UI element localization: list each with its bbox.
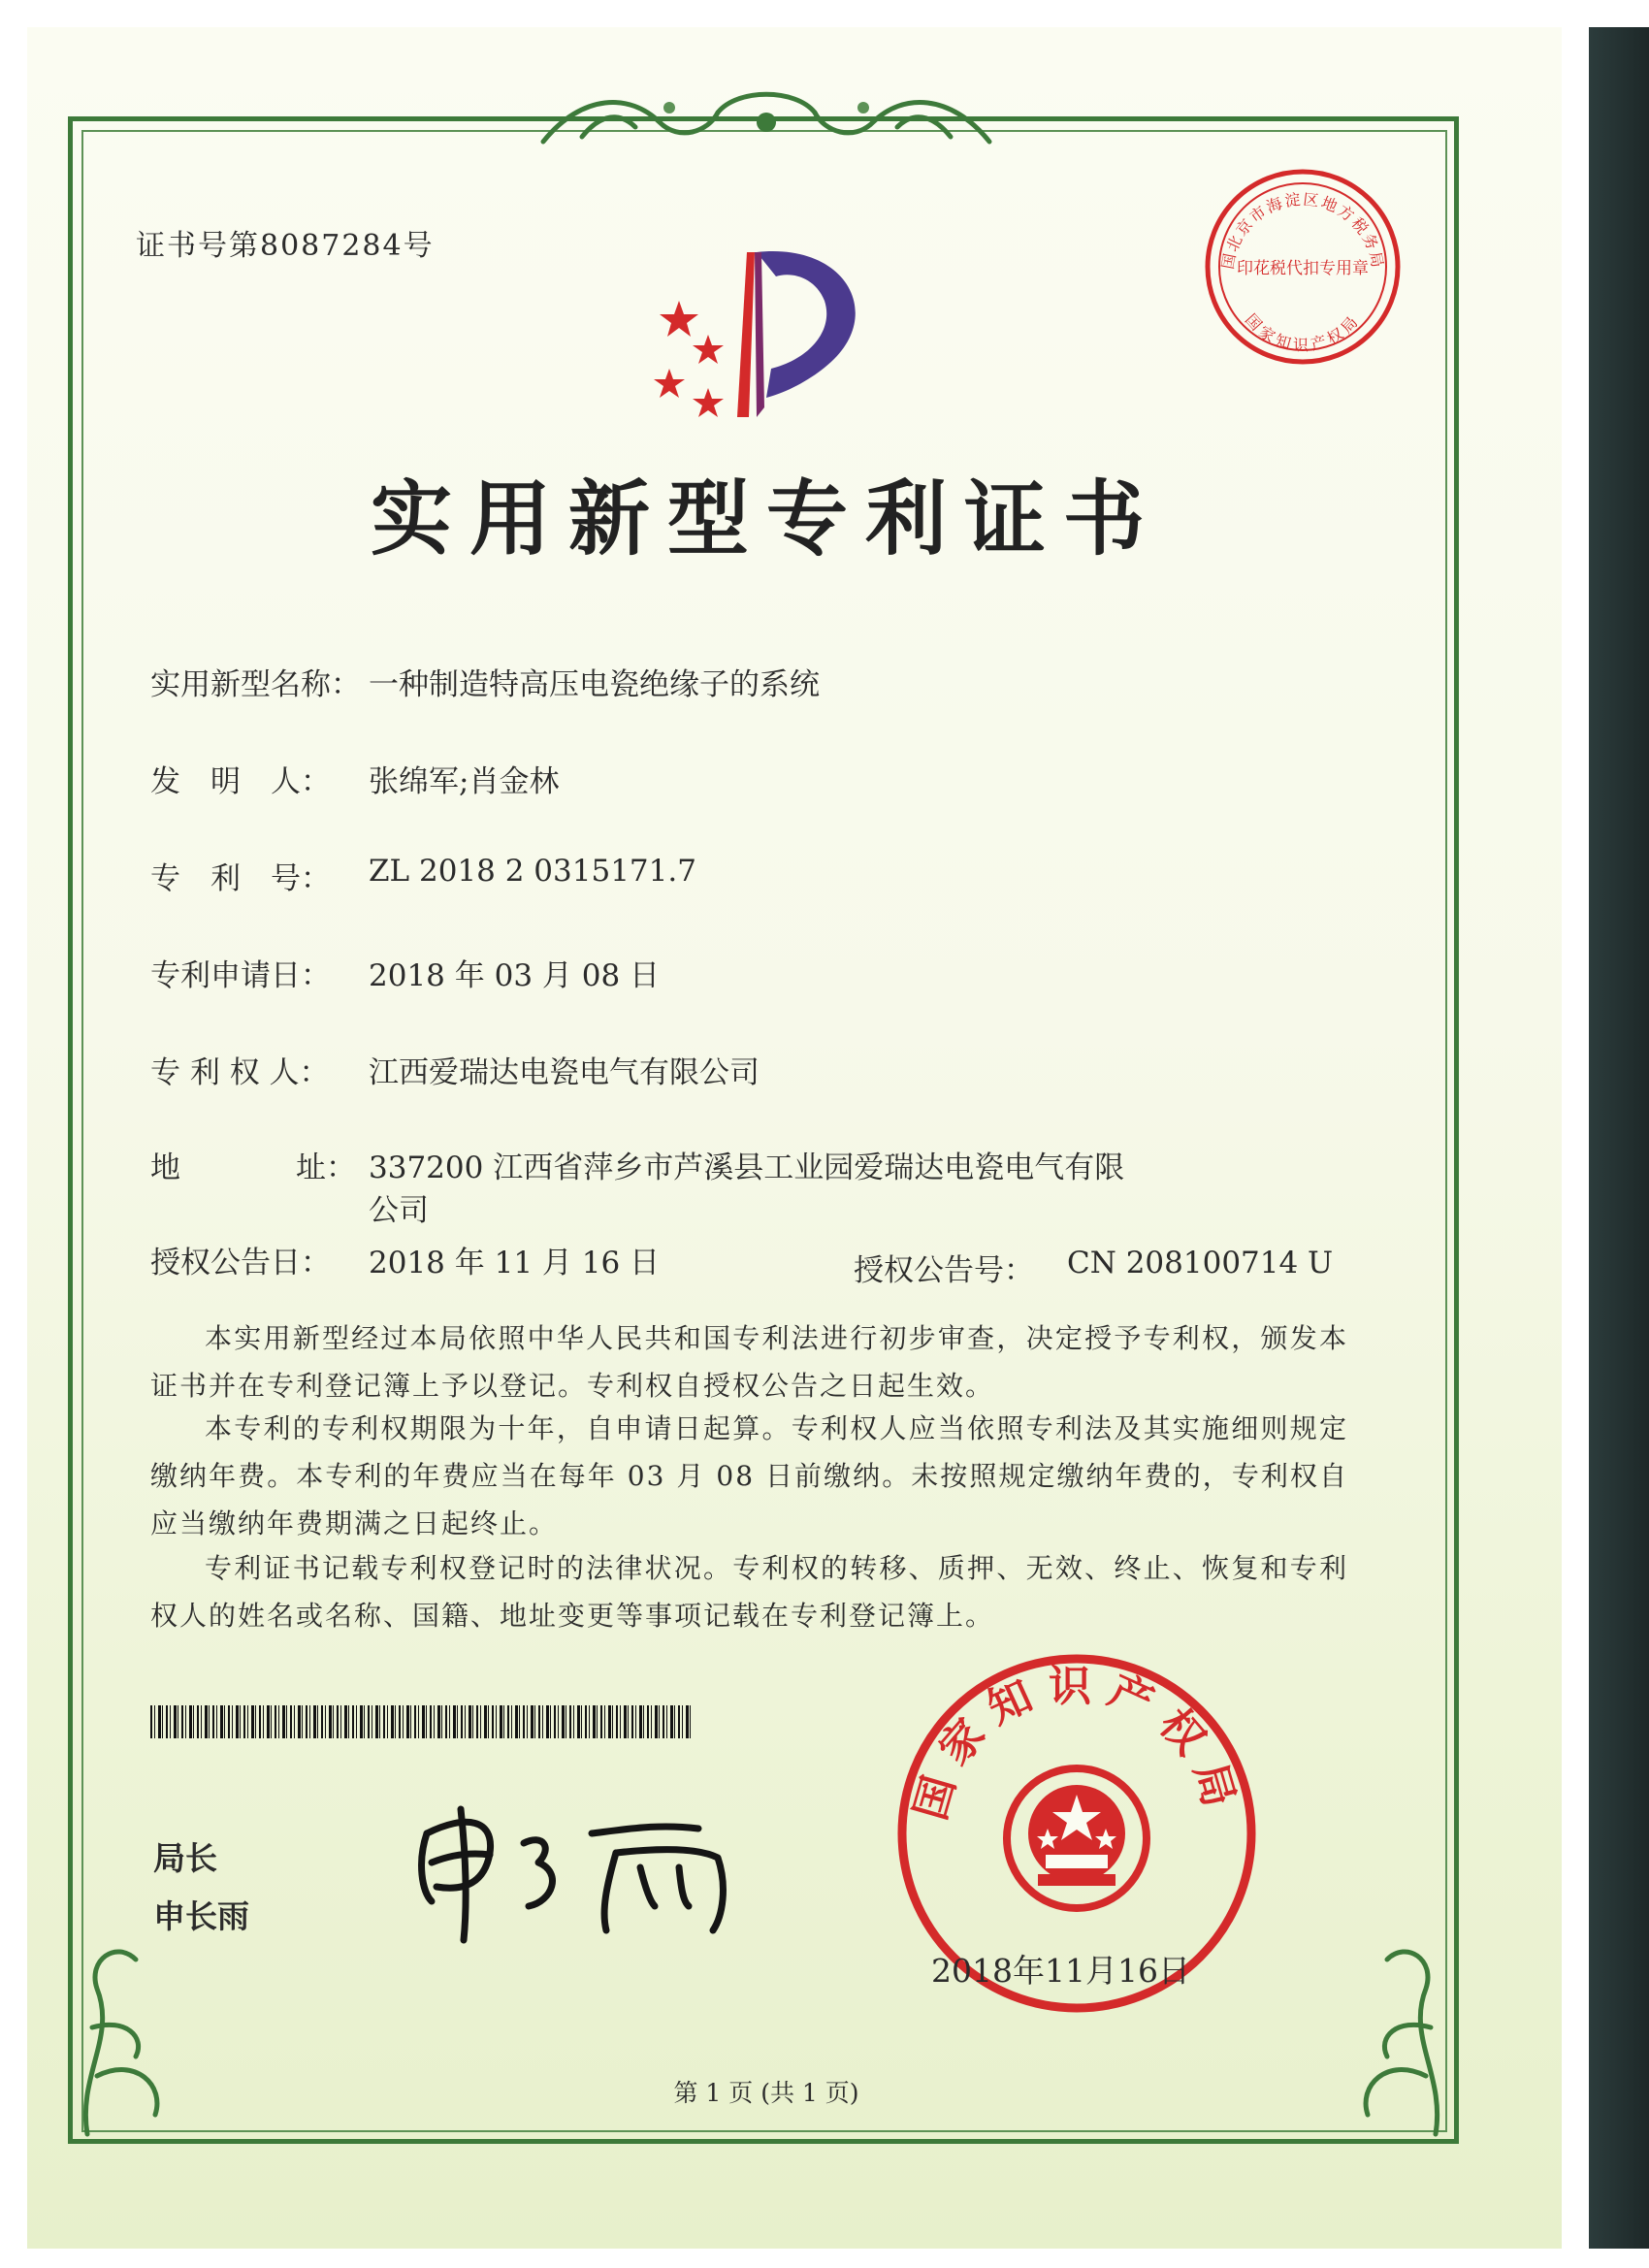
application-date-label: 专利申请日：	[150, 958, 331, 993]
svg-text:国家知识产权局	[1242, 310, 1364, 354]
body-paragraph-2: 本专利的专利权期限为十年，自申请日起算。专利权人应当依照专利法及其实施细则规定缴纳年费。本专利的年费应当在每年 03 月 08 日前缴纳。未按照规定缴纳年费的，专利权自应当缴纳年费期满之日起终止。	[150, 1412, 1348, 1539]
utility-name-value: 一种制造特高压电瓷绝缘子的系统	[369, 667, 820, 702]
page-number: 第 1 页 (共 1 页)	[673, 2079, 859, 2107]
address-line-1: 337200 江西省萍乡市芦溪县工业园爱瑞达电瓷电气有限	[369, 1150, 1125, 1185]
director-title: 局长	[153, 1839, 217, 1877]
top-ornament-icon	[524, 83, 1009, 161]
grant-date-label: 授权公告日：	[150, 1246, 331, 1280]
tax-stamp-arc-text: 国北京市海淀区地方税务局	[1217, 189, 1388, 272]
corner-ornament-right-icon	[1329, 1930, 1465, 2144]
patentee-value: 江西爱瑞达电瓷电气有限公司	[369, 1055, 760, 1090]
seal-arc-text: 国家知识产权局	[905, 1662, 1248, 1826]
grant-date-value: 2018 年 11 月 16 日	[369, 1246, 661, 1280]
corner-ornament-left-icon	[58, 1930, 194, 2144]
patent-number-label: 专 利 号：	[150, 861, 331, 896]
patent-number-value: ZL 2018 2 0315171.7	[369, 854, 696, 889]
handwritten-signature-icon	[407, 1795, 757, 1950]
seal-date: 2018年11月16日	[931, 1952, 1190, 1990]
certificate-title: 实用新型专利证书	[370, 470, 1162, 567]
director-name: 申长雨	[153, 1897, 249, 1935]
inventor-label: 发 明 人：	[150, 764, 331, 799]
tax-stamp-center-text: 印花税代扣专用章	[1237, 259, 1369, 278]
barcode	[150, 1705, 694, 1738]
body-paragraph-3: 专利证书记载专利权登记时的法律状况。专利权的转移、质押、无效、终止、恢复和专利权人的姓名或名称、国籍、地址变更等事项记载在专利登记簿上。	[150, 1552, 1348, 1632]
certificate-number: 证书号第8087284号	[136, 229, 435, 263]
grant-number-value: CN 208100714 U	[1067, 1246, 1334, 1280]
grant-number-label: 授权公告号：	[854, 1253, 1034, 1288]
utility-name-label: 实用新型名称：	[150, 667, 361, 702]
binding-spine	[1589, 27, 1649, 2249]
address-line-2: 公司	[369, 1193, 429, 1228]
inventor-value: 张绵军;肖金林	[369, 764, 560, 799]
body-paragraph-1: 本实用新型经过本局依照中华人民共和国专利法进行初步审查，决定授予专利权，颁发本证书并在专利登记簿上予以登记。专利权自授权公告之日起生效。	[150, 1322, 1348, 1402]
tax-stamp-bottom-text: 国家知识产权局	[1241, 309, 1365, 355]
tax-stamp-seal-icon	[1201, 165, 1405, 369]
patentee-label: 专 利 权 人：	[150, 1055, 330, 1090]
cnipa-logo-icon	[640, 233, 892, 427]
address-label: 址：	[296, 1150, 356, 1185]
application-date-value: 2018 年 03 月 08 日	[369, 958, 661, 993]
national-emblem-icon	[1007, 1768, 1147, 1908]
address-label-char: 地	[150, 1150, 180, 1185]
